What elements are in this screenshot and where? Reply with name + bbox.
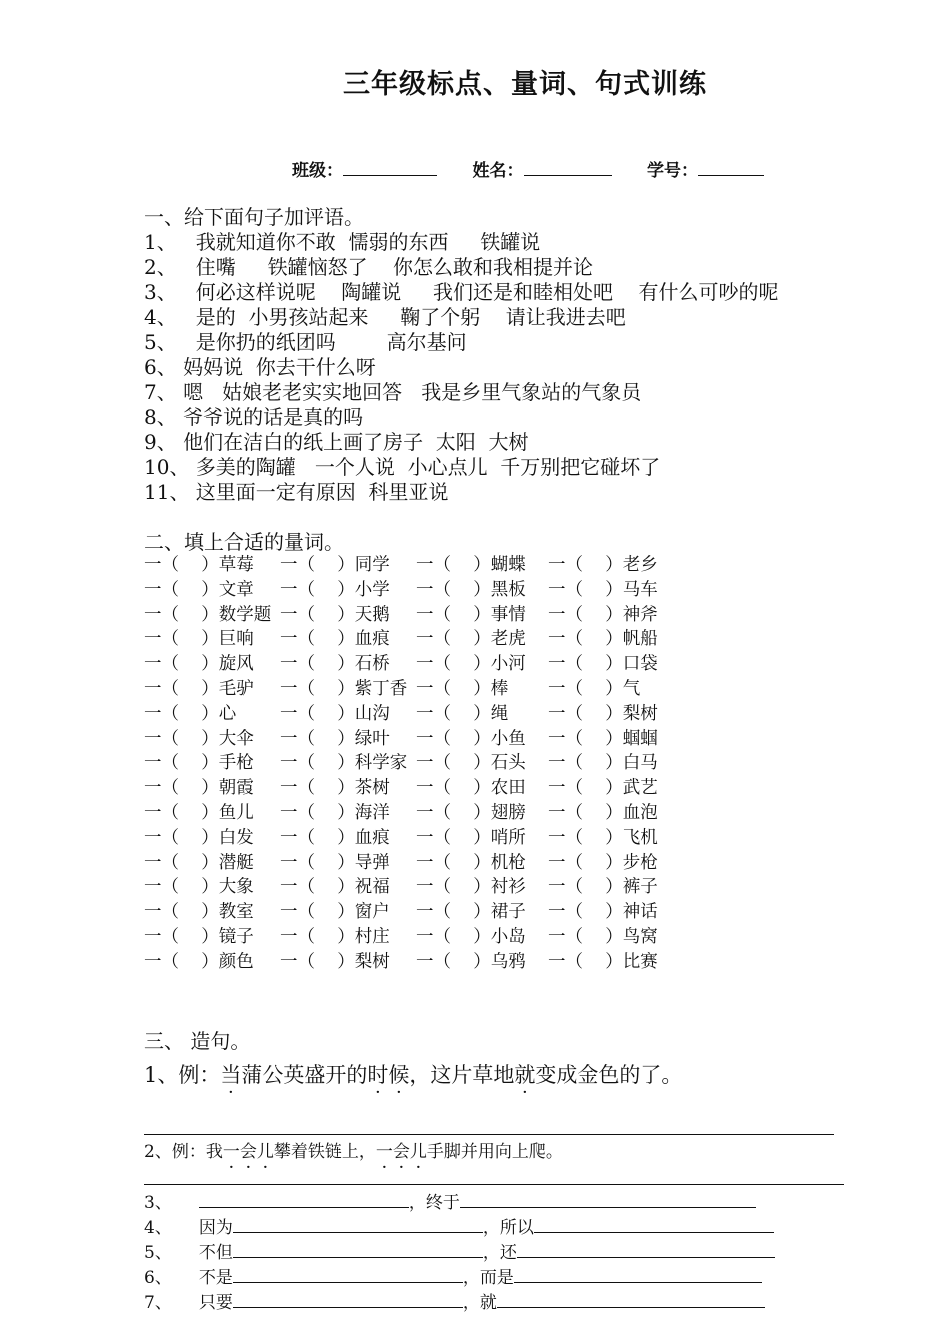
answer-line-2[interactable] xyxy=(144,1184,844,1185)
measure-word-item[interactable]: 一（ ）气 xyxy=(548,679,641,699)
measure-word-item[interactable]: 一（ ）祝福 xyxy=(280,877,390,898)
measure-word-item[interactable]: 一（ ）比赛 xyxy=(548,951,658,972)
section1-line: 9、 他们在洁白的纸上画了房子 太阳 大树 xyxy=(144,430,529,454)
measure-word-item[interactable]: 一（ ）同学 xyxy=(280,555,390,575)
measure-word-item[interactable]: 一（ ）老虎 xyxy=(416,629,526,650)
measure-word-item[interactable]: 一（ ）马车 xyxy=(548,579,658,600)
measure-word-row xyxy=(144,876,844,898)
measure-word-item[interactable]: 一（ ）毛驴 xyxy=(144,679,254,699)
blank[interactable] xyxy=(514,1266,762,1283)
name-label: 姓名： xyxy=(472,161,524,181)
measure-word-item[interactable]: 一（ ）事情 xyxy=(416,604,526,625)
measure-word-row xyxy=(144,653,844,675)
blank[interactable] xyxy=(497,1291,765,1308)
example-sentence-1: 1、例：当蒲公英盛开的时候，这片草地就变成金色的了。 xyxy=(144,1063,683,1087)
measure-word-item[interactable]: 一（ ）山沟 xyxy=(280,703,390,724)
section1-line: 6、 妈妈说 你去干什么呀 xyxy=(144,355,376,379)
name-blank[interactable] xyxy=(524,161,612,176)
measure-word-item[interactable]: 一（ ）科学家 xyxy=(280,753,408,774)
measure-word-item[interactable]: 一（ ）翅膀 xyxy=(416,803,526,823)
measure-word-item[interactable]: 一（ ）血痕 xyxy=(280,629,390,650)
blank[interactable] xyxy=(534,1216,774,1233)
measure-word-row xyxy=(144,678,844,700)
sentence-item-5: 5、 不但 ，还 xyxy=(144,1241,775,1264)
class-label: 班级： xyxy=(292,161,343,181)
section1-line: 7、 嗯 姑娘老老实实地回答 我是乡里气象站的气象员 xyxy=(144,380,642,404)
measure-word-item[interactable]: 一（ ）教室 xyxy=(144,902,254,923)
measure-word-item[interactable]: 一（ ）梨树 xyxy=(548,703,658,724)
measure-word-item[interactable]: 一（ ）武艺 xyxy=(548,778,658,799)
measure-word-item[interactable]: 一（ ）衬衫 xyxy=(416,877,526,898)
measure-word-item[interactable]: 一（ ）棒 xyxy=(416,679,509,699)
measure-word-item[interactable]: 一（ ）蝈蝈 xyxy=(548,728,658,749)
measure-word-item[interactable]: 一（ ）潜艇 xyxy=(144,852,254,873)
measure-word-item[interactable]: 一（ ）乌鸦 xyxy=(416,951,526,972)
page-title: 三年级标点、量词、句式训练 xyxy=(343,69,707,100)
section1-line: 3、 何必这样说呢 陶罐说 我们还是和睦相处吧 有什么可吵的呢 xyxy=(144,280,779,304)
measure-word-row xyxy=(144,604,844,626)
measure-word-row xyxy=(144,728,844,750)
sentence-item-4: 4、 因为 ，所以 xyxy=(144,1216,774,1239)
student-info xyxy=(292,156,764,181)
measure-word-item[interactable]: 一（ ）小岛 xyxy=(416,927,526,947)
measure-word-item[interactable]: 一（ ）小河 xyxy=(416,654,526,675)
measure-word-item[interactable]: 一（ ）巨响 xyxy=(144,629,254,650)
id-blank[interactable] xyxy=(698,161,764,176)
measure-word-item[interactable]: 一（ ）心 xyxy=(144,703,237,724)
blank[interactable] xyxy=(233,1291,463,1308)
measure-word-row xyxy=(144,628,844,650)
measure-word-item[interactable]: 一（ ）海洋 xyxy=(280,803,390,823)
measure-word-item[interactable]: 一（ ）绿叶 xyxy=(280,728,390,749)
blank[interactable] xyxy=(233,1241,483,1258)
measure-word-item[interactable]: 一（ ）步枪 xyxy=(548,852,658,873)
measure-word-item[interactable]: 一（ ）帆船 xyxy=(548,629,658,650)
measure-word-item[interactable]: 一（ ）导弹 xyxy=(280,852,390,873)
section1-line: 4、 是的 小男孩站起来 鞠了个躬 请让我进去吧 xyxy=(144,305,626,329)
measure-word-item[interactable]: 一（ ）神斧 xyxy=(548,604,658,625)
section1-line: 8、 爷爷说的话是真的吗 xyxy=(144,405,364,429)
section1-heading: 一、给下面句子加评语。 xyxy=(144,205,364,229)
measure-word-row xyxy=(144,579,844,601)
measure-word-row xyxy=(144,777,844,799)
measure-word-item[interactable]: 一（ ）大伞 xyxy=(144,728,254,749)
measure-word-item[interactable]: 一（ ）颜色 xyxy=(144,951,254,972)
measure-word-item[interactable]: 一（ ）紫丁香 xyxy=(280,679,408,699)
measure-word-item[interactable]: 一（ ）手枪 xyxy=(144,753,254,774)
measure-word-item[interactable]: 一（ ）白发 xyxy=(144,827,254,848)
measure-word-row xyxy=(144,752,844,774)
measure-word-item[interactable]: 一（ ）石头 xyxy=(416,753,526,774)
measure-word-item[interactable]: 一（ ）朝霞 xyxy=(144,778,254,799)
measure-word-item[interactable]: 一（ ）鱼儿 xyxy=(144,803,254,823)
measure-word-item[interactable]: 一（ ）绳 xyxy=(416,703,509,724)
measure-word-item[interactable]: 一（ ）天鹅 xyxy=(280,604,390,625)
measure-word-item[interactable]: 一（ ）梨树 xyxy=(280,951,390,972)
measure-word-item[interactable]: 一（ ）旋风 xyxy=(144,654,254,675)
measure-word-row xyxy=(144,802,844,824)
measure-word-item[interactable]: 一（ ）白马 xyxy=(548,753,658,774)
measure-word-item[interactable]: 一（ ）血痕 xyxy=(280,827,390,848)
sentence-item-3: 3、 ，终于 xyxy=(144,1191,756,1214)
blank[interactable] xyxy=(233,1216,483,1233)
measure-word-item[interactable]: 一（ ）窗户 xyxy=(280,902,390,923)
measure-word-item[interactable]: 一（ ）机枪 xyxy=(416,852,526,873)
measure-word-item[interactable]: 一（ ）蝴蝶 xyxy=(416,555,526,575)
section1-line: 2、 住嘴 铁罐恼怒了 你怎么敢和我相提并论 xyxy=(144,255,594,279)
measure-word-item[interactable]: 一（ ）小学 xyxy=(280,579,390,600)
measure-word-item[interactable]: 一（ ）裤子 xyxy=(548,877,658,898)
measure-word-row xyxy=(144,554,844,576)
measure-word-row xyxy=(144,926,844,948)
section1-line: 5、 是你扔的纸团吗 高尔基问 xyxy=(144,330,467,354)
measure-word-item[interactable]: 一（ ）村庄 xyxy=(280,927,390,947)
measure-word-item[interactable]: 一（ ）石桥 xyxy=(280,654,390,675)
measure-word-item[interactable]: 一（ ）口袋 xyxy=(548,654,658,675)
measure-word-item[interactable]: 一（ ）裙子 xyxy=(416,902,526,923)
section1-line: 11、 这里面一定有原因 科里亚说 xyxy=(144,480,449,504)
section2-heading: 二、填上合适的量词。 xyxy=(144,530,344,554)
measure-word-item[interactable]: 一（ ）茶树 xyxy=(280,778,390,799)
blank[interactable] xyxy=(199,1191,409,1208)
measure-word-item[interactable]: 一（ ）血泡 xyxy=(548,803,658,823)
id-label: 学号： xyxy=(647,161,699,181)
example-sentence-2: 2、例：我一会儿攀着铁链上，一会儿手脚并用向上爬。 xyxy=(144,1142,563,1162)
blank[interactable] xyxy=(460,1191,756,1208)
measure-word-item[interactable]: 一（ ）小鱼 xyxy=(416,728,526,749)
measure-word-row xyxy=(144,901,844,923)
blank[interactable] xyxy=(233,1266,463,1283)
section3-heading: 三、 造句。 xyxy=(144,1029,251,1053)
class-blank[interactable] xyxy=(343,161,437,176)
measure-word-item[interactable]: 一（ ）文章 xyxy=(144,579,254,600)
measure-word-item[interactable]: 一（ ）哨所 xyxy=(416,827,526,848)
measure-word-item[interactable]: 一（ ）老乡 xyxy=(548,555,658,575)
answer-line-1[interactable] xyxy=(144,1134,834,1135)
measure-word-item[interactable]: 一（ ）农田 xyxy=(416,778,526,799)
measure-word-item[interactable]: 一（ ）草莓 xyxy=(144,555,254,575)
section1-line: 1、 我就知道你不敢 懦弱的东西 铁罐说 xyxy=(144,230,541,254)
sentence-item-7: 7、 只要 ，就 xyxy=(144,1291,765,1314)
measure-word-row xyxy=(144,951,844,973)
blank[interactable] xyxy=(517,1241,775,1258)
measure-word-item[interactable]: 一（ ）镜子 xyxy=(144,927,254,947)
measure-word-row xyxy=(144,827,844,849)
measure-word-item[interactable]: 一（ ）数学题 xyxy=(144,604,272,625)
measure-word-item[interactable]: 一（ ）神话 xyxy=(548,902,658,923)
measure-word-item[interactable]: 一（ ）黑板 xyxy=(416,579,526,600)
sentence-item-6: 6、 不是 ，而是 xyxy=(144,1266,762,1289)
section1-line: 10、 多美的陶罐 一个人说 小心点儿 千万别把它碰坏了 xyxy=(144,455,661,479)
measure-word-row xyxy=(144,852,844,874)
measure-word-item[interactable]: 一（ ）鸟窝 xyxy=(548,927,658,947)
measure-word-row xyxy=(144,703,844,725)
measure-word-item[interactable]: 一（ ）飞机 xyxy=(548,827,658,848)
measure-word-item[interactable]: 一（ ）大象 xyxy=(144,877,254,898)
